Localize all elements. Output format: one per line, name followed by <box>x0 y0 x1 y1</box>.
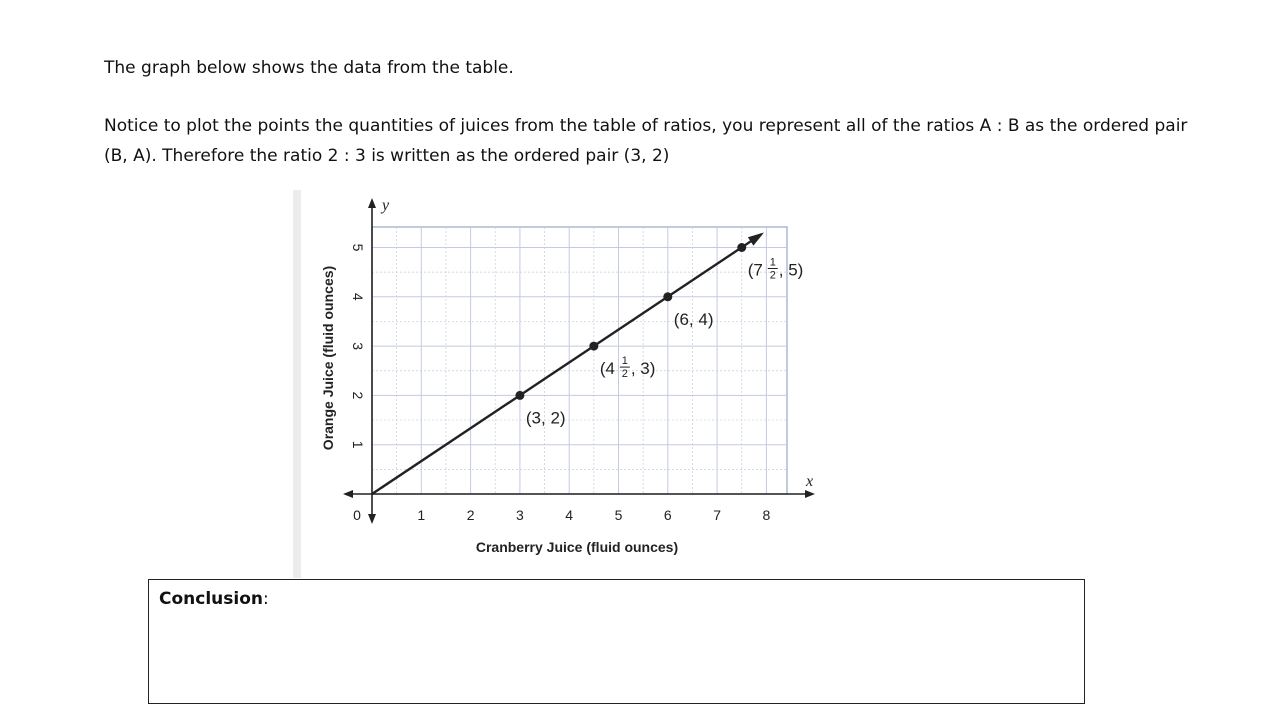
point-label-suffix: , 3) <box>630 359 656 379</box>
ratio-graph <box>293 190 833 578</box>
point-label-prefix: (4 <box>599 359 615 379</box>
x-tick-label: 8 <box>762 507 771 523</box>
point-label <box>600 355 656 380</box>
y-tick-label: 1 <box>350 440 366 449</box>
x-tick-label: 7 <box>713 507 721 523</box>
point-label-frac-den: 2 <box>769 269 776 282</box>
y-axis-label: Orange Juice (fluid ounces) <box>320 265 336 451</box>
data-point <box>737 243 746 252</box>
conclusion-label <box>159 589 269 609</box>
x-tick-label: 3 <box>516 507 524 523</box>
conclusion-label-text: Conclusion <box>159 589 263 609</box>
point-label-prefix: (7 <box>747 260 763 280</box>
point-label-frac-den: 2 <box>621 368 628 381</box>
y-tick-label: 2 <box>350 391 366 400</box>
data-point <box>663 292 672 301</box>
chart-background <box>293 190 833 578</box>
x-tick-label: 1 <box>417 507 426 523</box>
y-tick-label: 4 <box>350 292 366 301</box>
x-tick-label: 2 <box>466 507 475 523</box>
notice-text: Notice to plot the points the quantities of juices from the table of ratios, you represent all of the ratios A : B as the ordered pair (B, A). Therefore the ratio 2 : 3 is written as the ordered pair (3, 2) <box>104 116 1188 166</box>
x-tick-label: 5 <box>614 507 623 523</box>
x-axis-letter: x <box>806 473 814 490</box>
point-label: (3, 2) <box>525 408 566 428</box>
x-tick-label: 6 <box>663 507 672 523</box>
conclusion-box[interactable] <box>148 579 1085 704</box>
point-label-frac-num: 1 <box>769 256 776 269</box>
point-label <box>748 257 804 282</box>
intro-text: The graph below shows the data from the table. <box>104 58 514 78</box>
point-label-suffix: , 5) <box>778 260 804 280</box>
y-axis-letter: y <box>382 197 390 214</box>
conclusion-colon: : <box>263 589 269 609</box>
chart-svg <box>293 190 833 578</box>
point-label: (6, 4) <box>673 309 714 329</box>
x-tick-label: 4 <box>565 507 574 523</box>
x-tick-label: 0 <box>353 507 361 523</box>
point-label-frac-num: 1 <box>621 355 628 368</box>
data-point <box>589 342 598 351</box>
scan-edge <box>293 190 301 578</box>
data-point <box>515 391 524 400</box>
x-axis-label: Cranberry Juice (fluid ounces) <box>475 539 679 555</box>
y-tick-label: 5 <box>350 243 366 252</box>
y-tick-label: 3 <box>350 342 366 350</box>
